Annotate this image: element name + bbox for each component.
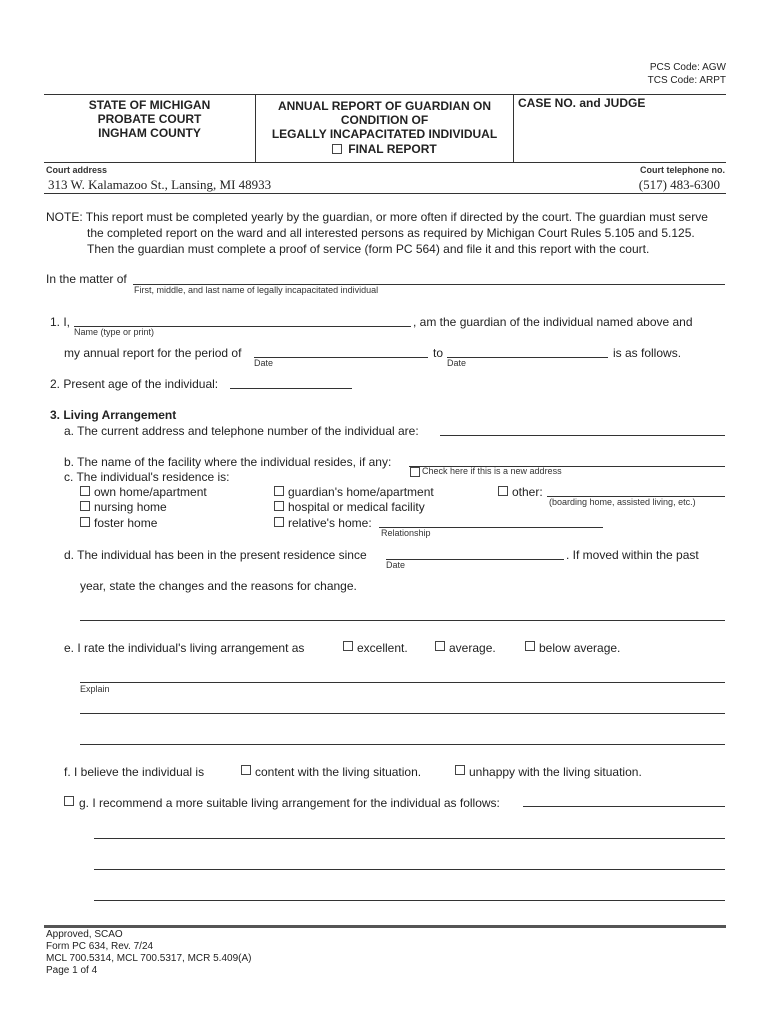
content-label: content with the living situation. (255, 765, 422, 779)
court-line: INGHAM COUNTY (98, 126, 201, 140)
nursing-home-label: nursing home (94, 500, 167, 514)
other-label: other: (512, 485, 543, 499)
below-average-checkbox[interactable] (525, 641, 535, 651)
case-no-label: CASE NO. and JUDGE (518, 96, 646, 110)
recommend-line-4[interactable] (94, 900, 725, 901)
court-address-label: Court address (46, 165, 108, 175)
relationship-caption: Relationship (381, 528, 431, 538)
excellent-checkbox[interactable] (343, 641, 353, 651)
average-checkbox[interactable] (435, 641, 445, 651)
final-report-label: FINAL REPORT (348, 142, 437, 156)
guardian-home-checkbox[interactable] (274, 486, 284, 496)
recommend-line-2[interactable] (94, 838, 725, 839)
is-as-follows: is as follows. (613, 346, 682, 360)
nursing-home-checkbox[interactable] (80, 501, 90, 511)
item3a-label: a. The current address and telephone number of the individual are: (64, 424, 419, 438)
tcs-code: TCS Code: ARPT (647, 75, 726, 86)
court-address-value: 313 W. Kalamazoo St., Lansing, MI 48933 (48, 177, 272, 192)
item3b-label: b. The name of the facility where the individual resides, if any: (64, 455, 392, 469)
item1-suffix: , am the guardian of the individual named above and (413, 315, 693, 329)
court-phone-label: Court telephone no. (640, 165, 725, 175)
address-rule (44, 193, 726, 194)
guardian-home-label: guardian's home/apartment (288, 485, 434, 499)
footer-line: MCL 700.5314, MCL 700.5317, MCR 5.409(A) (46, 953, 252, 964)
item3d-label: d. The individual has been in the present residence since (64, 548, 367, 562)
period-start-caption: Date (254, 358, 274, 368)
guardian-name-caption: Name (type or print) (74, 327, 155, 337)
relative-home-label: relative's home: (288, 516, 372, 530)
new-address-label: Check here if this is a new address (422, 466, 562, 476)
explain-caption: Explain (80, 684, 110, 694)
item1-prefix: 1. I, (50, 315, 71, 329)
footer-line: Form PC 634, Rev. 7/24 (46, 941, 154, 952)
age-field[interactable] (230, 388, 352, 389)
court-line: PROBATE COURT (97, 112, 202, 126)
unhappy-checkbox[interactable] (455, 765, 465, 775)
hospital-checkbox[interactable] (274, 501, 284, 511)
footer-line: Page 1 of 4 (46, 965, 98, 976)
foster-home-label: foster home (94, 516, 158, 530)
final-report-checkbox[interactable] (332, 144, 342, 154)
note-line: NOTE: This report must be completed yearly by the guardian, or more often if directed by the court. The guardian must serve (46, 210, 708, 224)
period-to: to (433, 346, 444, 360)
own-home-label: own home/apartment (94, 485, 207, 499)
below-average-label: below average. (539, 641, 621, 655)
period-end-field[interactable] (447, 357, 608, 358)
period-start-field[interactable] (254, 357, 428, 358)
age-label: 2. Present age of the individual: (50, 377, 219, 391)
title-line: CONDITION OF (340, 113, 429, 127)
form-title (256, 99, 513, 156)
court-line: STATE OF MICHIGAN (88, 98, 211, 112)
explain-line-2[interactable] (80, 713, 725, 714)
final-report-row (256, 142, 513, 156)
changes-field[interactable] (80, 620, 725, 621)
foster-home-checkbox[interactable] (80, 517, 90, 527)
own-home-checkbox[interactable] (80, 486, 90, 496)
court-phone-value: (517) 483-6300 (638, 177, 720, 192)
matter-label: In the matter of (46, 272, 127, 286)
excellent-label: excellent. (357, 641, 408, 655)
title-line: ANNUAL REPORT OF GUARDIAN ON (277, 99, 492, 113)
period-label: my annual report for the period of (64, 346, 242, 360)
note-block (46, 209, 736, 257)
item3e-label: e. I rate the individual's living arrangement as (64, 641, 305, 655)
recommend-checkbox[interactable] (64, 796, 74, 806)
residence-since-field[interactable] (386, 559, 564, 560)
footer-rule (44, 925, 726, 928)
header-top-rule (44, 94, 726, 95)
residence-since-caption: Date (386, 560, 406, 570)
item3g-label: g. I recommend a more suitable living arrangement for the individual as follows: (79, 796, 500, 810)
court-name-block (44, 98, 255, 140)
explain-line-1[interactable] (80, 682, 725, 683)
item3c-label: c. The individual's residence is: (64, 470, 230, 484)
explain-line-3[interactable] (80, 744, 725, 745)
note-line: the completed report on the ward and all interested persons as required by Michigan Court Rules 5.105 and 5.125. (87, 226, 695, 240)
title-line: LEGALLY INCAPACITATED INDIVIDUAL (271, 127, 498, 141)
header-divider-2 (513, 94, 514, 162)
content-checkbox[interactable] (241, 765, 251, 775)
address-phone-field[interactable] (440, 435, 725, 436)
pcs-code: PCS Code: AGW (649, 62, 726, 73)
recommend-line-3[interactable] (94, 869, 725, 870)
living-arrangement-heading: 3. Living Arrangement (50, 408, 177, 422)
other-checkbox[interactable] (498, 486, 508, 496)
unhappy-label: unhappy with the living situation. (469, 765, 642, 779)
relative-home-checkbox[interactable] (274, 517, 284, 527)
item3d-moved: . If moved within the past (566, 548, 699, 562)
hospital-label: hospital or medical facility (288, 500, 425, 514)
item3d-changes-label: year, state the changes and the reasons for change. (80, 579, 357, 593)
period-end-caption: Date (447, 358, 467, 368)
note-line: Then the guardian must complete a proof of service (form PC 564) and file it and this report with the court. (87, 242, 650, 256)
footer-line: Approved, SCAO (46, 929, 123, 940)
footer-block (46, 929, 251, 977)
item3f-label: f. I believe the individual is (64, 765, 205, 779)
matter-caption: First, middle, and last name of legally incapacitated individual (134, 285, 379, 295)
other-caption: (boarding home, assisted living, etc.) (549, 497, 696, 507)
average-label: average. (449, 641, 496, 655)
recommend-field[interactable] (523, 806, 725, 807)
new-address-checkbox[interactable] (410, 467, 420, 477)
header-bottom-rule (44, 162, 726, 163)
